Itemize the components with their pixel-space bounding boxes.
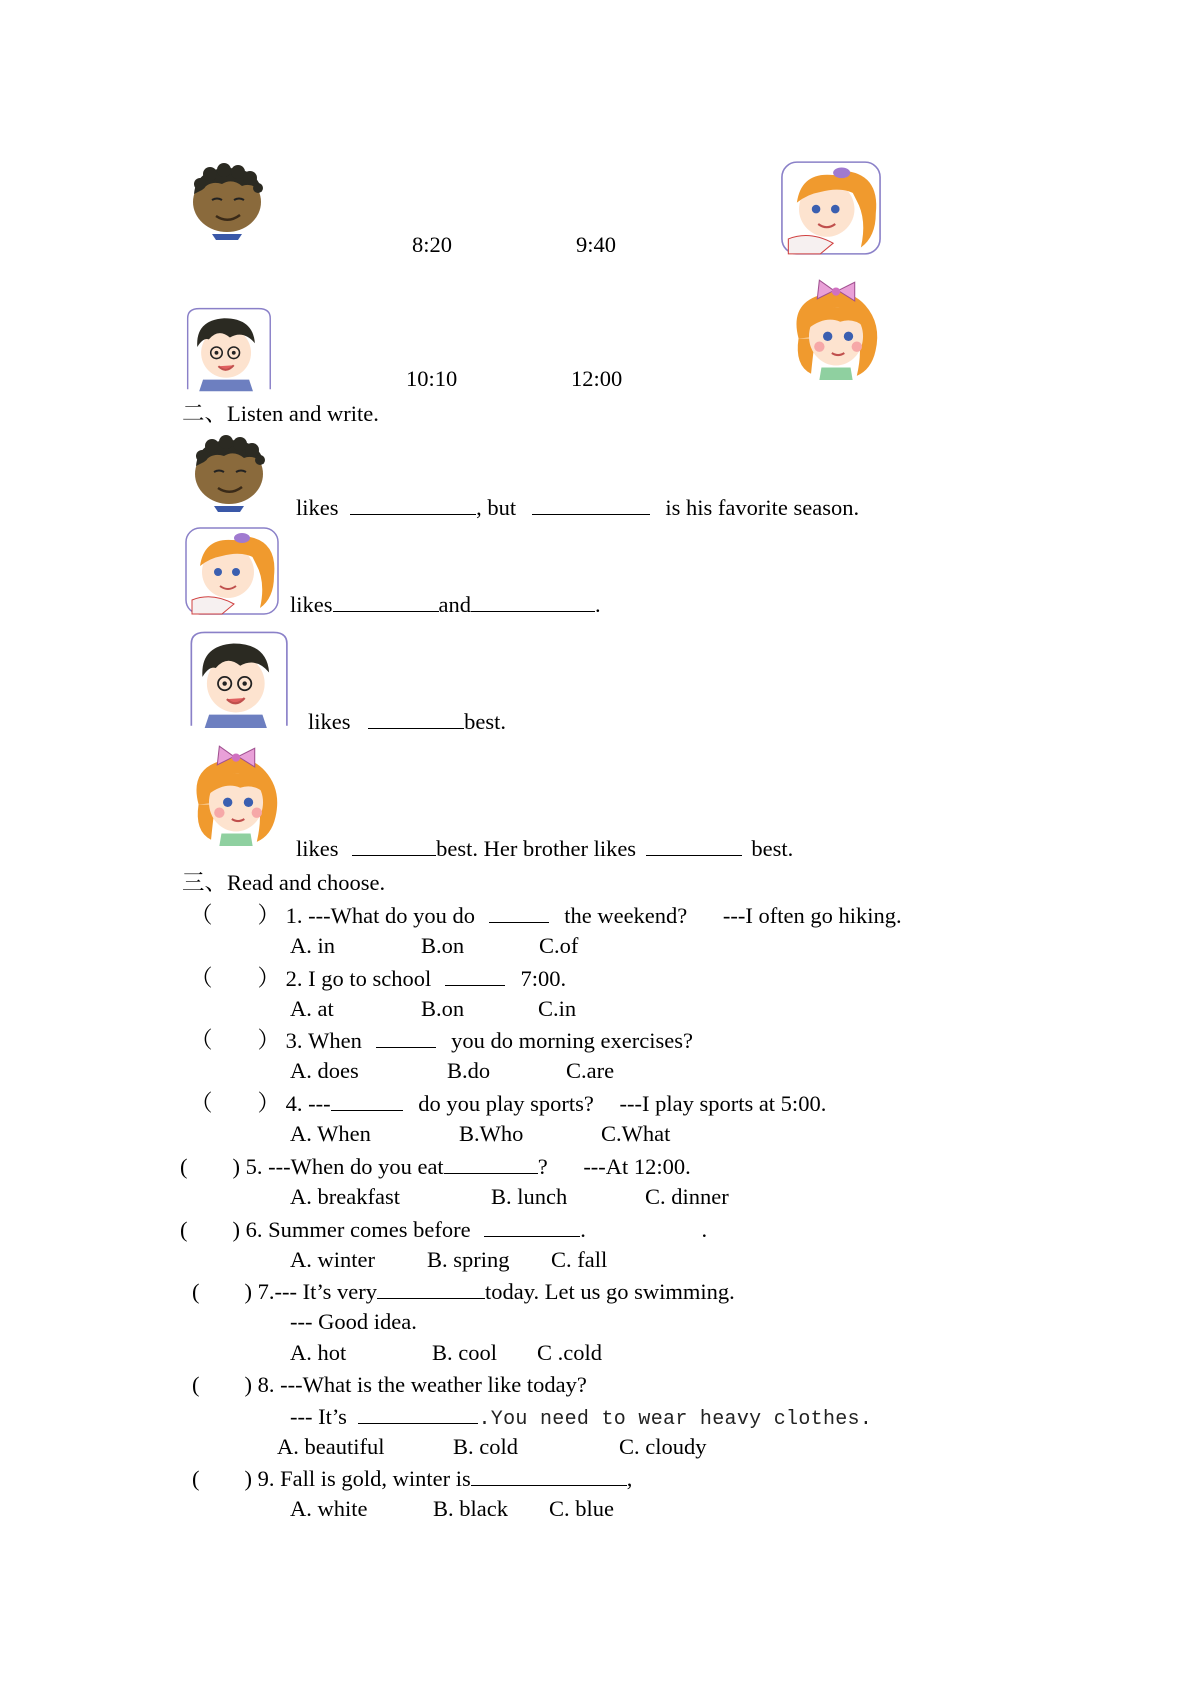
question-text: .	[580, 1217, 586, 1242]
line-text: .	[595, 592, 601, 617]
question-text: ---I often go hiking.	[722, 903, 902, 928]
question-text: the weekend?	[564, 903, 688, 928]
option-b[interactable]: B.do	[447, 1058, 491, 1083]
question-text: you do morning exercises?	[451, 1028, 693, 1053]
answer-blank[interactable]	[352, 835, 436, 856]
question-row	[190, 902, 902, 929]
time-label-2: 9:40	[576, 232, 617, 257]
question-text: .	[701, 1217, 708, 1242]
time-label-3: 10:10	[406, 366, 458, 391]
option-b[interactable]: B.on	[421, 933, 465, 958]
question-row	[190, 1090, 826, 1117]
option-a[interactable]: A. hot	[290, 1340, 347, 1365]
girl-bow-image	[184, 742, 288, 846]
line-text: best.	[751, 836, 794, 861]
question-text: 4. ---	[285, 1091, 331, 1116]
question-text: 6. Summer comes before	[245, 1217, 471, 1242]
question-row	[180, 1216, 707, 1243]
answer-blank[interactable]	[646, 835, 742, 856]
question-text: 7.--- It’s very	[257, 1279, 377, 1304]
question-row	[192, 1465, 632, 1492]
option-c[interactable]: C .cold	[537, 1340, 602, 1365]
option-a[interactable]: A. beautiful	[277, 1434, 385, 1459]
answer-blank[interactable]	[368, 708, 464, 729]
listen-line-3	[308, 708, 506, 735]
listen-line-2	[290, 591, 601, 618]
listen-line-4	[296, 835, 793, 862]
answer-blank[interactable]	[444, 1153, 538, 1174]
option-b[interactable]: B.Who	[459, 1121, 524, 1146]
line-text: likes	[296, 836, 339, 861]
option-b[interactable]: B. black	[433, 1496, 508, 1521]
option-c[interactable]: C.What	[601, 1121, 671, 1146]
time-label-4: 12:00	[571, 366, 623, 391]
line-text: best.	[464, 709, 506, 734]
section-2-title: 二、Listen and write.	[182, 401, 379, 426]
option-a[interactable]: A. winter	[290, 1247, 375, 1272]
option-c[interactable]: C.of	[539, 933, 579, 958]
answer-blank[interactable]	[333, 591, 439, 612]
boy-glasses-image	[180, 304, 276, 392]
answer-blank[interactable]	[350, 494, 476, 515]
answer-blank[interactable]	[489, 902, 549, 923]
question-row	[192, 1278, 735, 1305]
option-b[interactable]: B. cold	[453, 1434, 518, 1459]
answer-blank[interactable]	[471, 1465, 627, 1486]
option-a[interactable]: A. does	[290, 1058, 359, 1083]
answer-blank[interactable]	[377, 1278, 485, 1299]
answer-paren[interactable]: ( )	[180, 1154, 240, 1179]
line-text: best. Her brother likes	[436, 836, 637, 861]
answer-paren[interactable]: （ ）	[190, 903, 281, 928]
listen-line-1	[296, 494, 859, 521]
question-text: ---At 12:00.	[583, 1154, 691, 1179]
girl-ponytail-image	[180, 526, 284, 616]
option-c[interactable]: C. cloudy	[619, 1434, 707, 1459]
time-label-1: 8:20	[412, 232, 453, 257]
question-text: 5. ---When do you eat	[245, 1154, 444, 1179]
girl-bow-image	[784, 276, 888, 380]
answer-blank[interactable]	[358, 1403, 478, 1424]
option-c[interactable]: C. fall	[551, 1247, 608, 1272]
question-text: ---I play sports at 5:00.	[619, 1091, 827, 1116]
boy-curly-hair-image	[182, 160, 272, 240]
answer-blank[interactable]	[532, 494, 650, 515]
answer-blank[interactable]	[484, 1216, 580, 1237]
question-text: today. Let us go swimming.	[484, 1279, 735, 1304]
answer-blank[interactable]	[331, 1090, 403, 1111]
option-c[interactable]: C.in	[538, 996, 577, 1021]
answer-paren[interactable]: （ ）	[190, 966, 281, 991]
question-text: ,	[626, 1466, 633, 1491]
question-reply	[290, 1403, 872, 1433]
line-text: and	[438, 592, 471, 617]
option-b[interactable]: B. spring	[427, 1247, 510, 1272]
line-text: , but	[476, 495, 517, 520]
question-row	[190, 1027, 693, 1054]
option-b[interactable]: B.on	[421, 996, 465, 1021]
answer-paren[interactable]: ( )	[180, 1217, 240, 1242]
question-text: 8. ---What is the weather like today?	[257, 1372, 587, 1397]
option-a[interactable]: A. white	[290, 1496, 368, 1521]
option-a[interactable]: A. When	[290, 1121, 371, 1146]
line-text: is his favorite season.	[665, 495, 860, 520]
question-text: 2. I go to school	[285, 966, 432, 991]
question-row	[190, 965, 566, 992]
option-a[interactable]: A. breakfast	[290, 1184, 400, 1209]
question-text: 3. When	[285, 1028, 362, 1053]
question-text: ?	[537, 1154, 548, 1179]
option-c[interactable]: C. blue	[549, 1496, 614, 1521]
question-text: 7:00.	[520, 966, 567, 991]
boy-glasses-image	[178, 628, 298, 728]
option-c[interactable]: C. dinner	[645, 1184, 729, 1209]
line-text: likes	[296, 495, 339, 520]
answer-paren[interactable]: ( )	[192, 1279, 252, 1304]
question-row	[192, 1372, 587, 1398]
section-3-title: 三、Read and choose.	[182, 870, 386, 895]
question-row	[180, 1153, 691, 1180]
boy-curly-hair-image	[184, 432, 274, 512]
question-reply: --- Good idea.	[290, 1309, 417, 1334]
option-c[interactable]: C.are	[566, 1058, 615, 1083]
answer-blank[interactable]	[376, 1027, 436, 1048]
answer-paren[interactable]: ( )	[192, 1466, 252, 1491]
answer-paren[interactable]: （ ）	[190, 1091, 281, 1116]
option-a[interactable]: A. in	[290, 933, 335, 958]
answer-blank[interactable]	[445, 965, 505, 986]
answer-paren[interactable]: ( )	[192, 1372, 252, 1397]
line-text: likes	[308, 709, 351, 734]
option-b[interactable]: B. lunch	[491, 1184, 568, 1209]
girl-ponytail-image	[776, 160, 886, 256]
option-a[interactable]: A. at	[290, 996, 334, 1021]
question-text: 1. ---What do you do	[285, 903, 475, 928]
question-text: do you play sports?	[418, 1091, 594, 1116]
question-text: 9. Fall is gold, winter is	[257, 1466, 471, 1491]
answer-paren[interactable]: （ ）	[190, 1028, 281, 1053]
answer-blank[interactable]	[471, 591, 595, 612]
question-text: .You need to wear heavy clothes.	[478, 1408, 873, 1431]
question-text: --- It’s	[290, 1404, 347, 1429]
line-text: likes	[290, 592, 333, 617]
option-b[interactable]: B. cool	[432, 1340, 497, 1365]
